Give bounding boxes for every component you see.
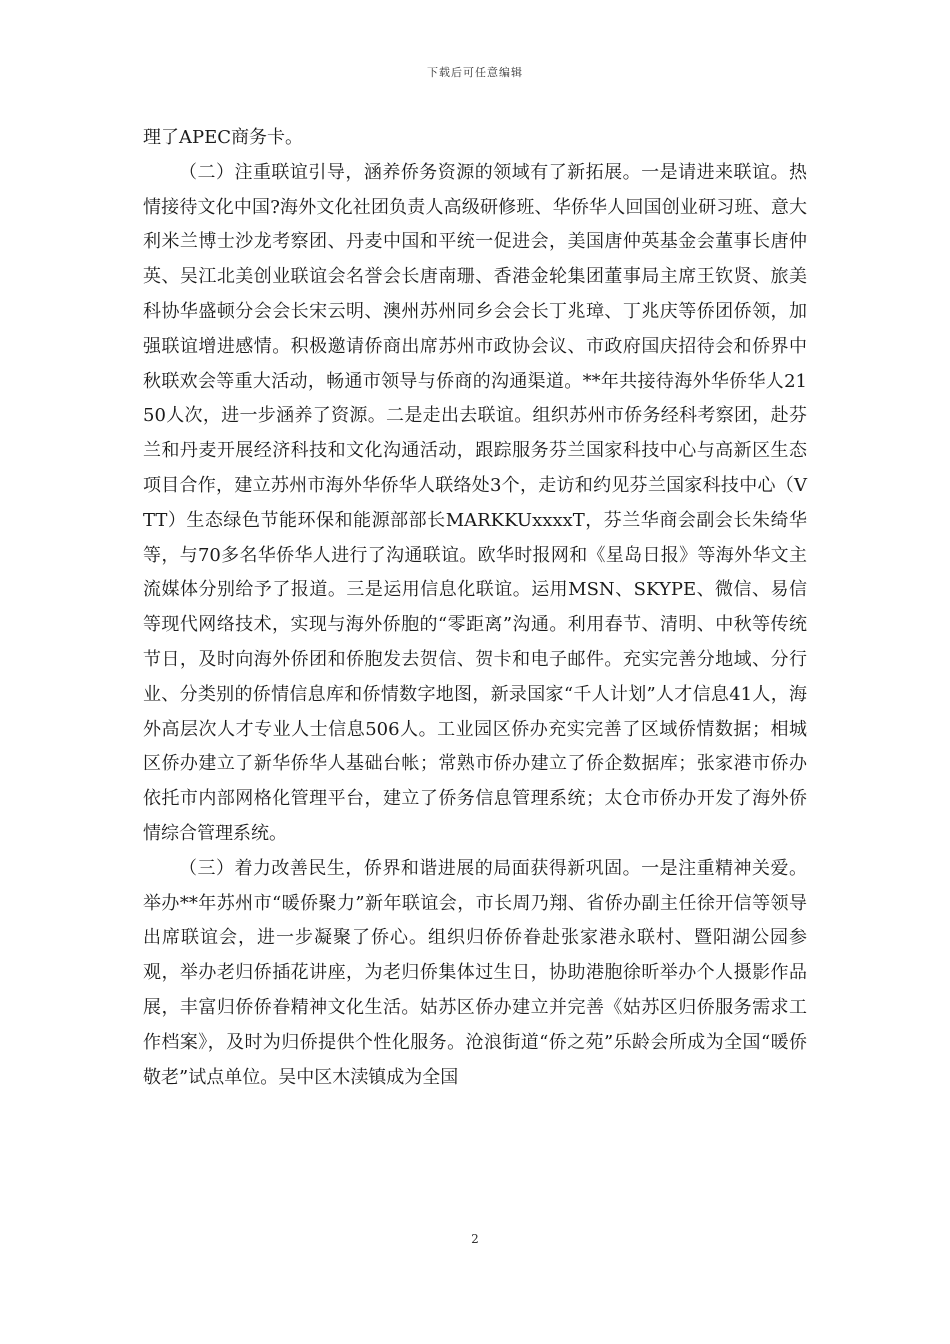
- document-body: [143, 121, 807, 1095]
- paragraph-2: （二）注重联谊引导，涵养侨务资源的领域有了新拓展。一是请进来联谊。热情接待文化中国?海外文化社团负责人高级研修班、华侨华人回国创业研习班、意大利米兰博士沙龙考察团、丹麦中国和平统一促进会，美国唐仲英基金会董事长唐仲英、吴江北美创业联谊会名誉会长唐南珊、香港金轮集团董事局主席王钦贤、旅美科协华盛顿分会会长宋云明、澳州苏州同乡会会长丁兆璋、丁兆庆等侨团侨领，加强联谊增进感情。积极邀请侨商出席苏州市政协会议、市政府国庆招待会和侨界中秋联欢会等重大活动，畅通市领导与侨商的沟通渠道。**年共接待海外华侨华人2150人次，进一步涵养了资源。二是走出去联谊。组织苏州市侨务经科考察团，赴芬兰和丹麦开展经济科技和文化沟通活动，跟踪服务芬兰国家科技中心与高新区生态项目合作，建立苏州市海外华侨华人联络处3个，走访和约见芬兰国家科技中心（VTT）生态绿色节能环保和能源部部长MARKKUxxxxT，芬兰华商会副会长朱绮华等，与70多名华侨华人进行了沟通联谊。欧华时报网和《星岛日报》等海外华文主流媒体分别给予了报道。三是运用信息化联谊。运用MSN、SKYPE、微信、易信等现代网络技术，实现与海外侨胞的“零距离”沟通。利用春节、清明、中秋等传统节日，及时向海外侨团和侨胞发去贺信、贺卡和电子邮件。充实完善分地域、分行业、分类别的侨情信息库和侨情数字地图，新录国家“千人计划”人才信息41人，海外高层次人才专业人士信息506人。工业园区侨办充实完善了区域侨情数据；相城区侨办建立了新华侨华人基础台帐；常熟市侨办建立了侨企数据库；张家港市侨办依托市内部网格化管理平台，建立了侨务信息管理系统；太仓市侨办开发了海外侨情综合管理系统。: [143, 161, 807, 844]
- page-number: 2: [471, 1232, 479, 1246]
- paragraph-3: （三）着力改善民生，侨界和谐进展的局面获得新巩固。一是注重精神关爱。举办**年苏州市“暖侨聚力”新年联谊会，市长周乃翔、省侨办副主任徐开信等领导出席联谊会，进一步凝聚了侨心。组织归侨侨眷赴张家港永联村、暨阳湖公园参观，举办老归侨插花讲座，为老归侨集体过生日，协助港胞徐昕举办个人摄影作品展，丰富归侨侨眷精神文化生活。姑苏区侨办建立并完善《姑苏区归侨服务需求工作档案》，及时为归侨提供个性化服务。沧浪街道“侨之苑”乐龄会所成为全国“暖侨敬老”试点单位。吴中区木渎镇成为全国: [143, 857, 807, 1088]
- header-note: 下载后可任意编辑: [427, 66, 523, 79]
- paragraph-1: 理了APEC商务卡。: [143, 127, 304, 148]
